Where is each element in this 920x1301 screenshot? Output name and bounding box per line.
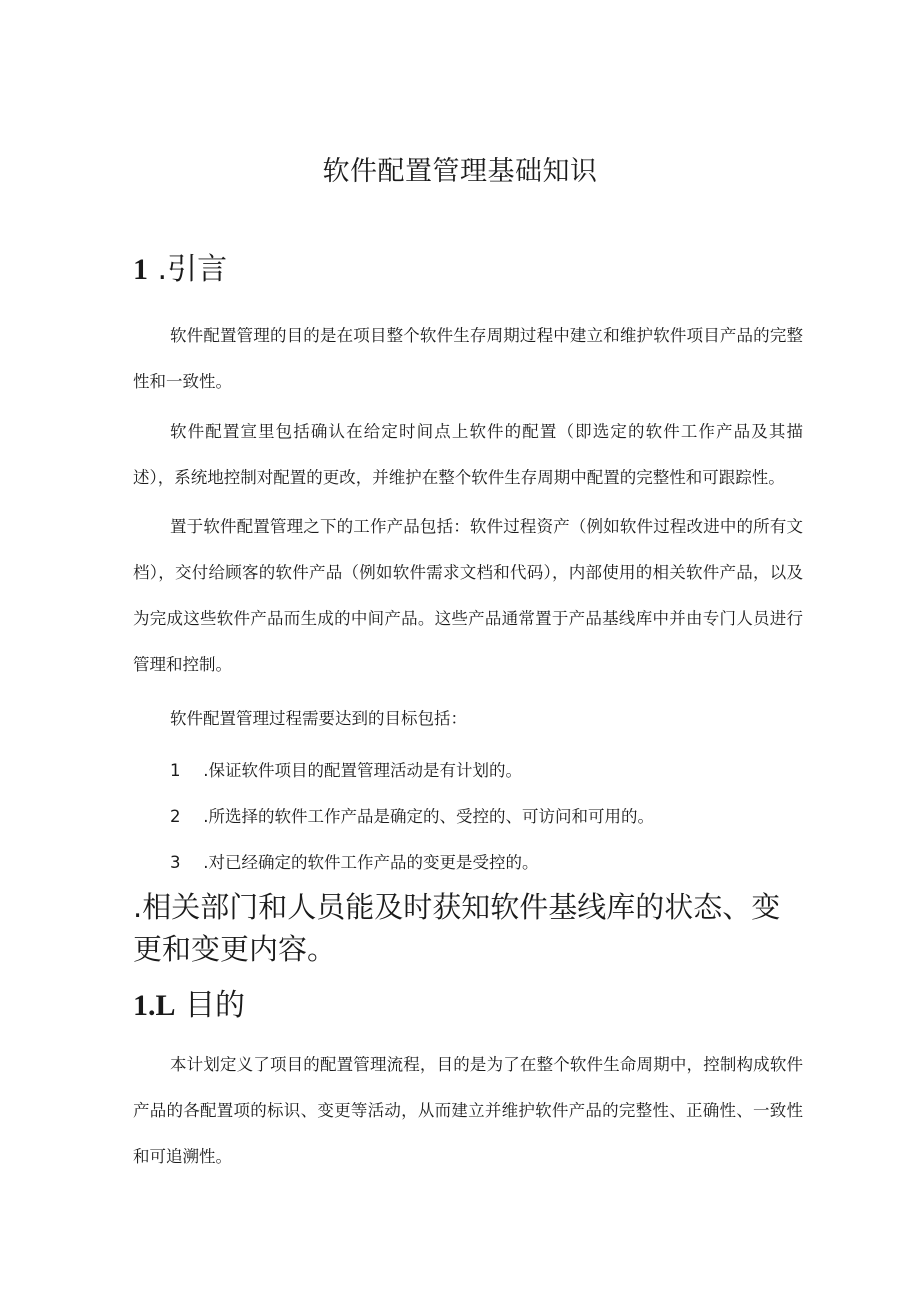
goal-item xyxy=(170,759,522,783)
section-number: 1 xyxy=(133,253,148,286)
section-heading-text: 目的 xyxy=(175,988,246,1023)
section-heading-text: .引言 xyxy=(148,252,228,287)
goal-item xyxy=(170,805,654,829)
goal-text: .所选择的软件工作产品是确定的、受控的、可访问和可用的。 xyxy=(198,807,654,826)
paragraph-scope: 软件配置宣里包括确认在给定时间点上软件的配置（即选定的软件工作产品及其描述），系统地控制对配置的更改，并维护在整个软件生存周期中配置的完整性和可跟踪性。 xyxy=(133,422,803,487)
goal-text: .保证软件项目的配置管理活动是有计划的。 xyxy=(198,761,522,780)
goal-text: .对已经确定的软件工作产品的变更是受控的。 xyxy=(198,853,539,872)
goal-item-large: .相关部门和人员能及时获知软件基线库的状态、变更和变更内容。 xyxy=(133,890,781,966)
goal-index: 3 xyxy=(170,853,181,872)
section-heading-purpose xyxy=(133,986,245,1026)
goal-index: 2 xyxy=(170,807,181,826)
paragraph-work-products: 置于软件配置管理之下的工作产品包括：软件过程资产（例如软件过程改进中的所有文档），交付给顾客的软件产品（例如软件需求文档和代码），内部使用的相关软件产品，以及为完成这些软件产品而生成的中间产品。这些产品通常置于产品基线库中并由专门人员进行管理和控制。 xyxy=(133,517,803,674)
paragraph-plan-purpose: 本计划定义了项目的配置管理流程，目的是为了在整个软件生命周期中，控制构成软件产品的各配置项的标识、变更等活动，从而建立并维护软件产品的完整性、正确性、一致性和可追溯性。 xyxy=(133,1055,803,1166)
paragraph-goals-intro: 软件配置管理过程需要达到的目标包括： xyxy=(170,709,467,728)
section-number: 1.L xyxy=(133,989,176,1022)
goal-index: 1 xyxy=(170,761,181,780)
paragraph-purpose: 软件配置管理的目的是在项目整个软件生存周期过程中建立和维护软件项目产品的完整性和一致性。 xyxy=(133,326,803,391)
section-heading-intro xyxy=(133,250,227,290)
goal-item xyxy=(170,851,539,875)
document-title: 软件配置管理基础知识 xyxy=(322,156,598,187)
